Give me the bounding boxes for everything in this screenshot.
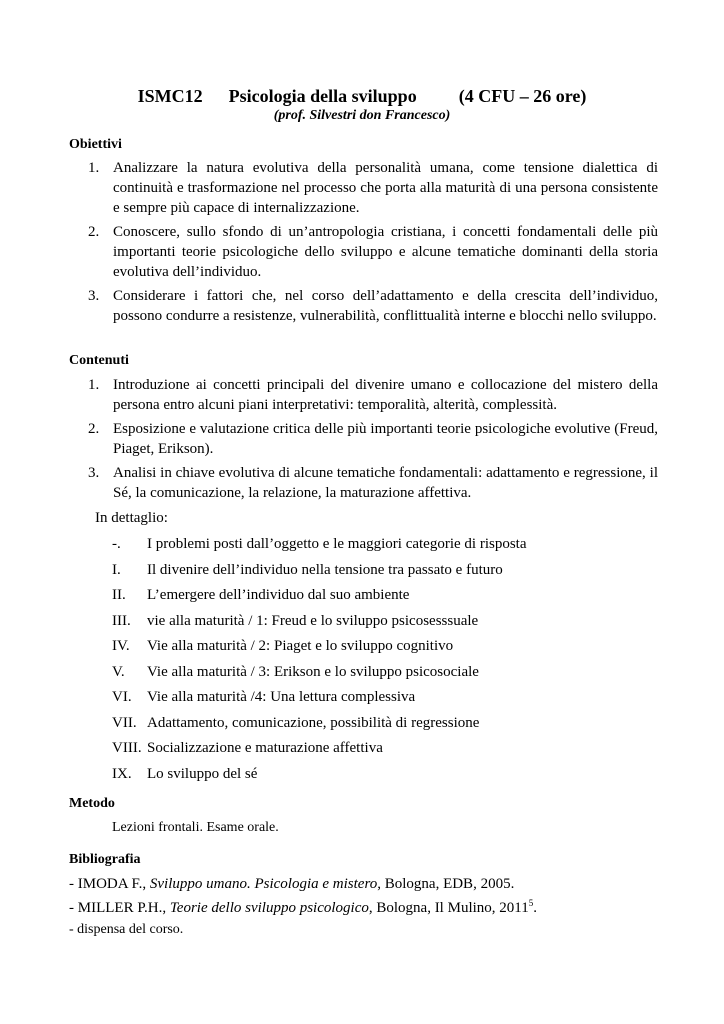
list-item [88, 286, 658, 326]
detail-marker: VI. [112, 689, 132, 705]
course-code: ISMC12 [137, 86, 203, 106]
detail-text: Socializzazione e maturazione affettiva [147, 740, 383, 756]
detail-marker: IV. [112, 638, 130, 654]
detail-marker: V. [112, 663, 125, 680]
detail-list [112, 535, 526, 790]
bibliography-entry [69, 898, 537, 917]
detail-item [112, 586, 526, 612]
professor-name: (prof. Silvestri don Francesco) [273, 108, 451, 123]
list-item [88, 158, 658, 218]
course-name: Psicologia della sviluppo [228, 86, 417, 106]
list-item [88, 463, 658, 503]
entry-author: - IMODA F., [69, 876, 150, 892]
item-number: 1. [88, 377, 100, 393]
detail-text: Lo sviluppo del sé [147, 765, 258, 782]
item-text: Considerare i fattori che, nel corso dell’adattamento e della crescita dell’individuo, possono condurre a resistenze, vulnerabilità, conflittualità interne e blocchi nello sviluppo. [113, 288, 658, 324]
entry-end: . [533, 900, 537, 916]
detail-text: vie alla maturità / 1: Freud e lo sviluppo psicosesssuale [147, 612, 479, 629]
bibliografia-heading: Bibliografia [69, 852, 141, 867]
obiettivi-heading: Obiettivi [69, 137, 122, 152]
detail-text: L’emergere dell’individuo dal suo ambiente [147, 587, 410, 603]
detail-item [112, 637, 526, 663]
detail-text: I problemi posti dall’oggetto e le maggiori categorie di risposta [147, 536, 527, 552]
item-text: Analisi in chiave evolutiva di alcune tematiche fondamentali: adattamento e regressione, il Sé, la comunicazione, la relazione, la maturazione affettiva. [113, 465, 658, 501]
entry-edition: 5 [528, 898, 534, 908]
bibliography-entry: - dispensa del corso. [69, 922, 184, 937]
item-text: Introduzione ai concetti principali del divenire umano e collocazione del mistero della persona entro alcuni piani interpretativi: temporalità, alterità, complessità. [113, 377, 658, 413]
contenuti-heading: Contenuti [69, 353, 129, 368]
metodo-heading: Metodo [69, 796, 115, 811]
bibliography-entry [69, 876, 514, 893]
detail-marker: III. [112, 612, 131, 629]
detail-item [112, 612, 526, 638]
detail-text: Vie alla maturità / 2: Piaget e lo sviluppo cognitivo [147, 638, 454, 654]
detail-item [112, 663, 526, 689]
entry-author: - MILLER P.H., [69, 900, 170, 916]
entry-title: Teorie dello sviluppo psicologico [169, 900, 369, 916]
list-item [88, 222, 658, 282]
detail-text: Il divenire dell’individuo nella tensione tra passato e futuro [147, 561, 503, 578]
detail-item [112, 765, 526, 791]
item-number: 3. [88, 288, 100, 304]
course-title [0, 86, 724, 107]
detail-item [112, 739, 526, 765]
list-item [88, 375, 658, 415]
detail-marker: VIII. [112, 740, 142, 756]
item-number: 1. [88, 160, 100, 176]
list-item [88, 419, 658, 459]
detail-text: Vie alla maturità /4: Una lettura complessiva [147, 689, 416, 705]
obiettivi-list [88, 158, 658, 330]
entry-title: Sviluppo umano. Psicologia e mistero [149, 876, 378, 892]
detail-text: Adattamento, comunicazione, possibilità di regressione [147, 714, 480, 731]
item-text: Esposizione e valutazione critica delle più importanti teorie psicologiche evolutive (Freud, Piaget, Erikson). [113, 421, 658, 457]
detail-item [112, 561, 526, 587]
detail-marker: II. [112, 587, 126, 603]
contenuti-list [88, 375, 658, 507]
detail-intro: In dettaglio: [95, 510, 168, 526]
item-number: 2. [88, 224, 100, 240]
item-number: 2. [88, 421, 100, 437]
detail-item [112, 535, 526, 561]
entry-publisher: , Bologna, EDB, 2005. [377, 876, 515, 892]
detail-item [112, 688, 526, 714]
metodo-text: Lezioni frontali. Esame orale. [112, 820, 279, 835]
detail-marker: I. [112, 561, 121, 578]
detail-marker: IX. [112, 765, 132, 782]
entry-publisher: , Bologna, Il Mulino, 2011 [368, 900, 529, 916]
detail-marker: VII. [112, 714, 137, 731]
item-text: Analizzare la natura evolutiva della personalità umana, come tensione dialettica di continuità e trasformazione nel processo che porta alla maturità di una persona consistente e sempre più capace di internalizzazione. [113, 160, 658, 216]
item-number: 3. [88, 465, 100, 481]
detail-marker: -. [112, 536, 121, 552]
course-credits: (4 CFU – 26 ore) [458, 86, 587, 106]
detail-text: Vie alla maturità / 3: Erikson e lo sviluppo psicosociale [147, 663, 479, 680]
item-text: Conoscere, sullo sfondo di un’antropologia cristiana, i concetti fondamentali delle più importanti teorie psicologiche dello sviluppo e alcune tematiche dominanti della storia evolutiva dell’individuo. [113, 224, 658, 280]
detail-item [112, 714, 526, 740]
